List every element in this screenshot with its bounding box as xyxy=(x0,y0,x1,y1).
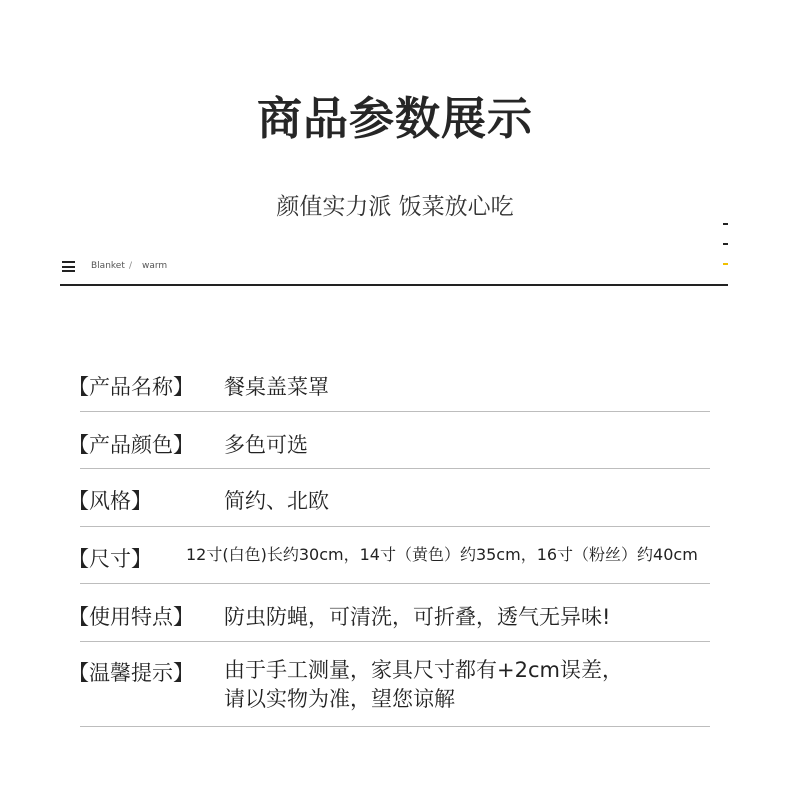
spec-value xyxy=(224,656,623,714)
page-subtitle: 颜值实力派 饭菜放心吃 xyxy=(276,194,514,220)
spec-row-product-color xyxy=(68,411,710,469)
menu-icon[interactable] xyxy=(62,261,75,272)
spec-row-style xyxy=(68,468,710,527)
spec-value: 多色可选 xyxy=(224,433,308,457)
breadcrumb-separator: / xyxy=(129,261,133,271)
spec-label: 【温馨提示】 xyxy=(68,661,194,685)
spec-label: 【尺寸】 xyxy=(68,547,152,571)
spec-label: 【使用特点】 xyxy=(68,605,194,629)
page-title: 商品参数展示 xyxy=(256,92,533,145)
spec-label: 【产品名称】 xyxy=(68,375,194,399)
spec-label: 【风格】 xyxy=(68,489,152,513)
spec-value: 餐桌盖菜罩 xyxy=(224,375,329,399)
spec-value: 12寸(白色)长约30cm，14寸（黄色）约35cm，16寸（粉丝）约40cm xyxy=(186,545,698,564)
spec-value: 防虫防蝇，可清洗，可折叠，透气无异味! xyxy=(224,605,611,629)
spec-value: 简约、北欧 xyxy=(224,489,329,513)
spec-row-size xyxy=(68,526,710,584)
decorative-dash xyxy=(723,243,728,245)
breadcrumb-item-blanket[interactable]: Blanket xyxy=(91,261,125,271)
decorative-dash xyxy=(723,223,728,225)
spec-row-features xyxy=(68,583,710,642)
spec-label: 【产品颜色】 xyxy=(68,433,194,457)
breadcrumb-bar xyxy=(60,250,728,286)
spec-row-product-name xyxy=(68,358,710,412)
spec-value-line: 由于手工测量，家具尺寸都有+2cm误差， xyxy=(224,658,623,682)
spec-row-notice xyxy=(68,641,710,727)
breadcrumb-item-warm[interactable]: warm xyxy=(142,261,168,271)
spec-value-line: 请以实物为准，望您谅解 xyxy=(224,687,455,711)
